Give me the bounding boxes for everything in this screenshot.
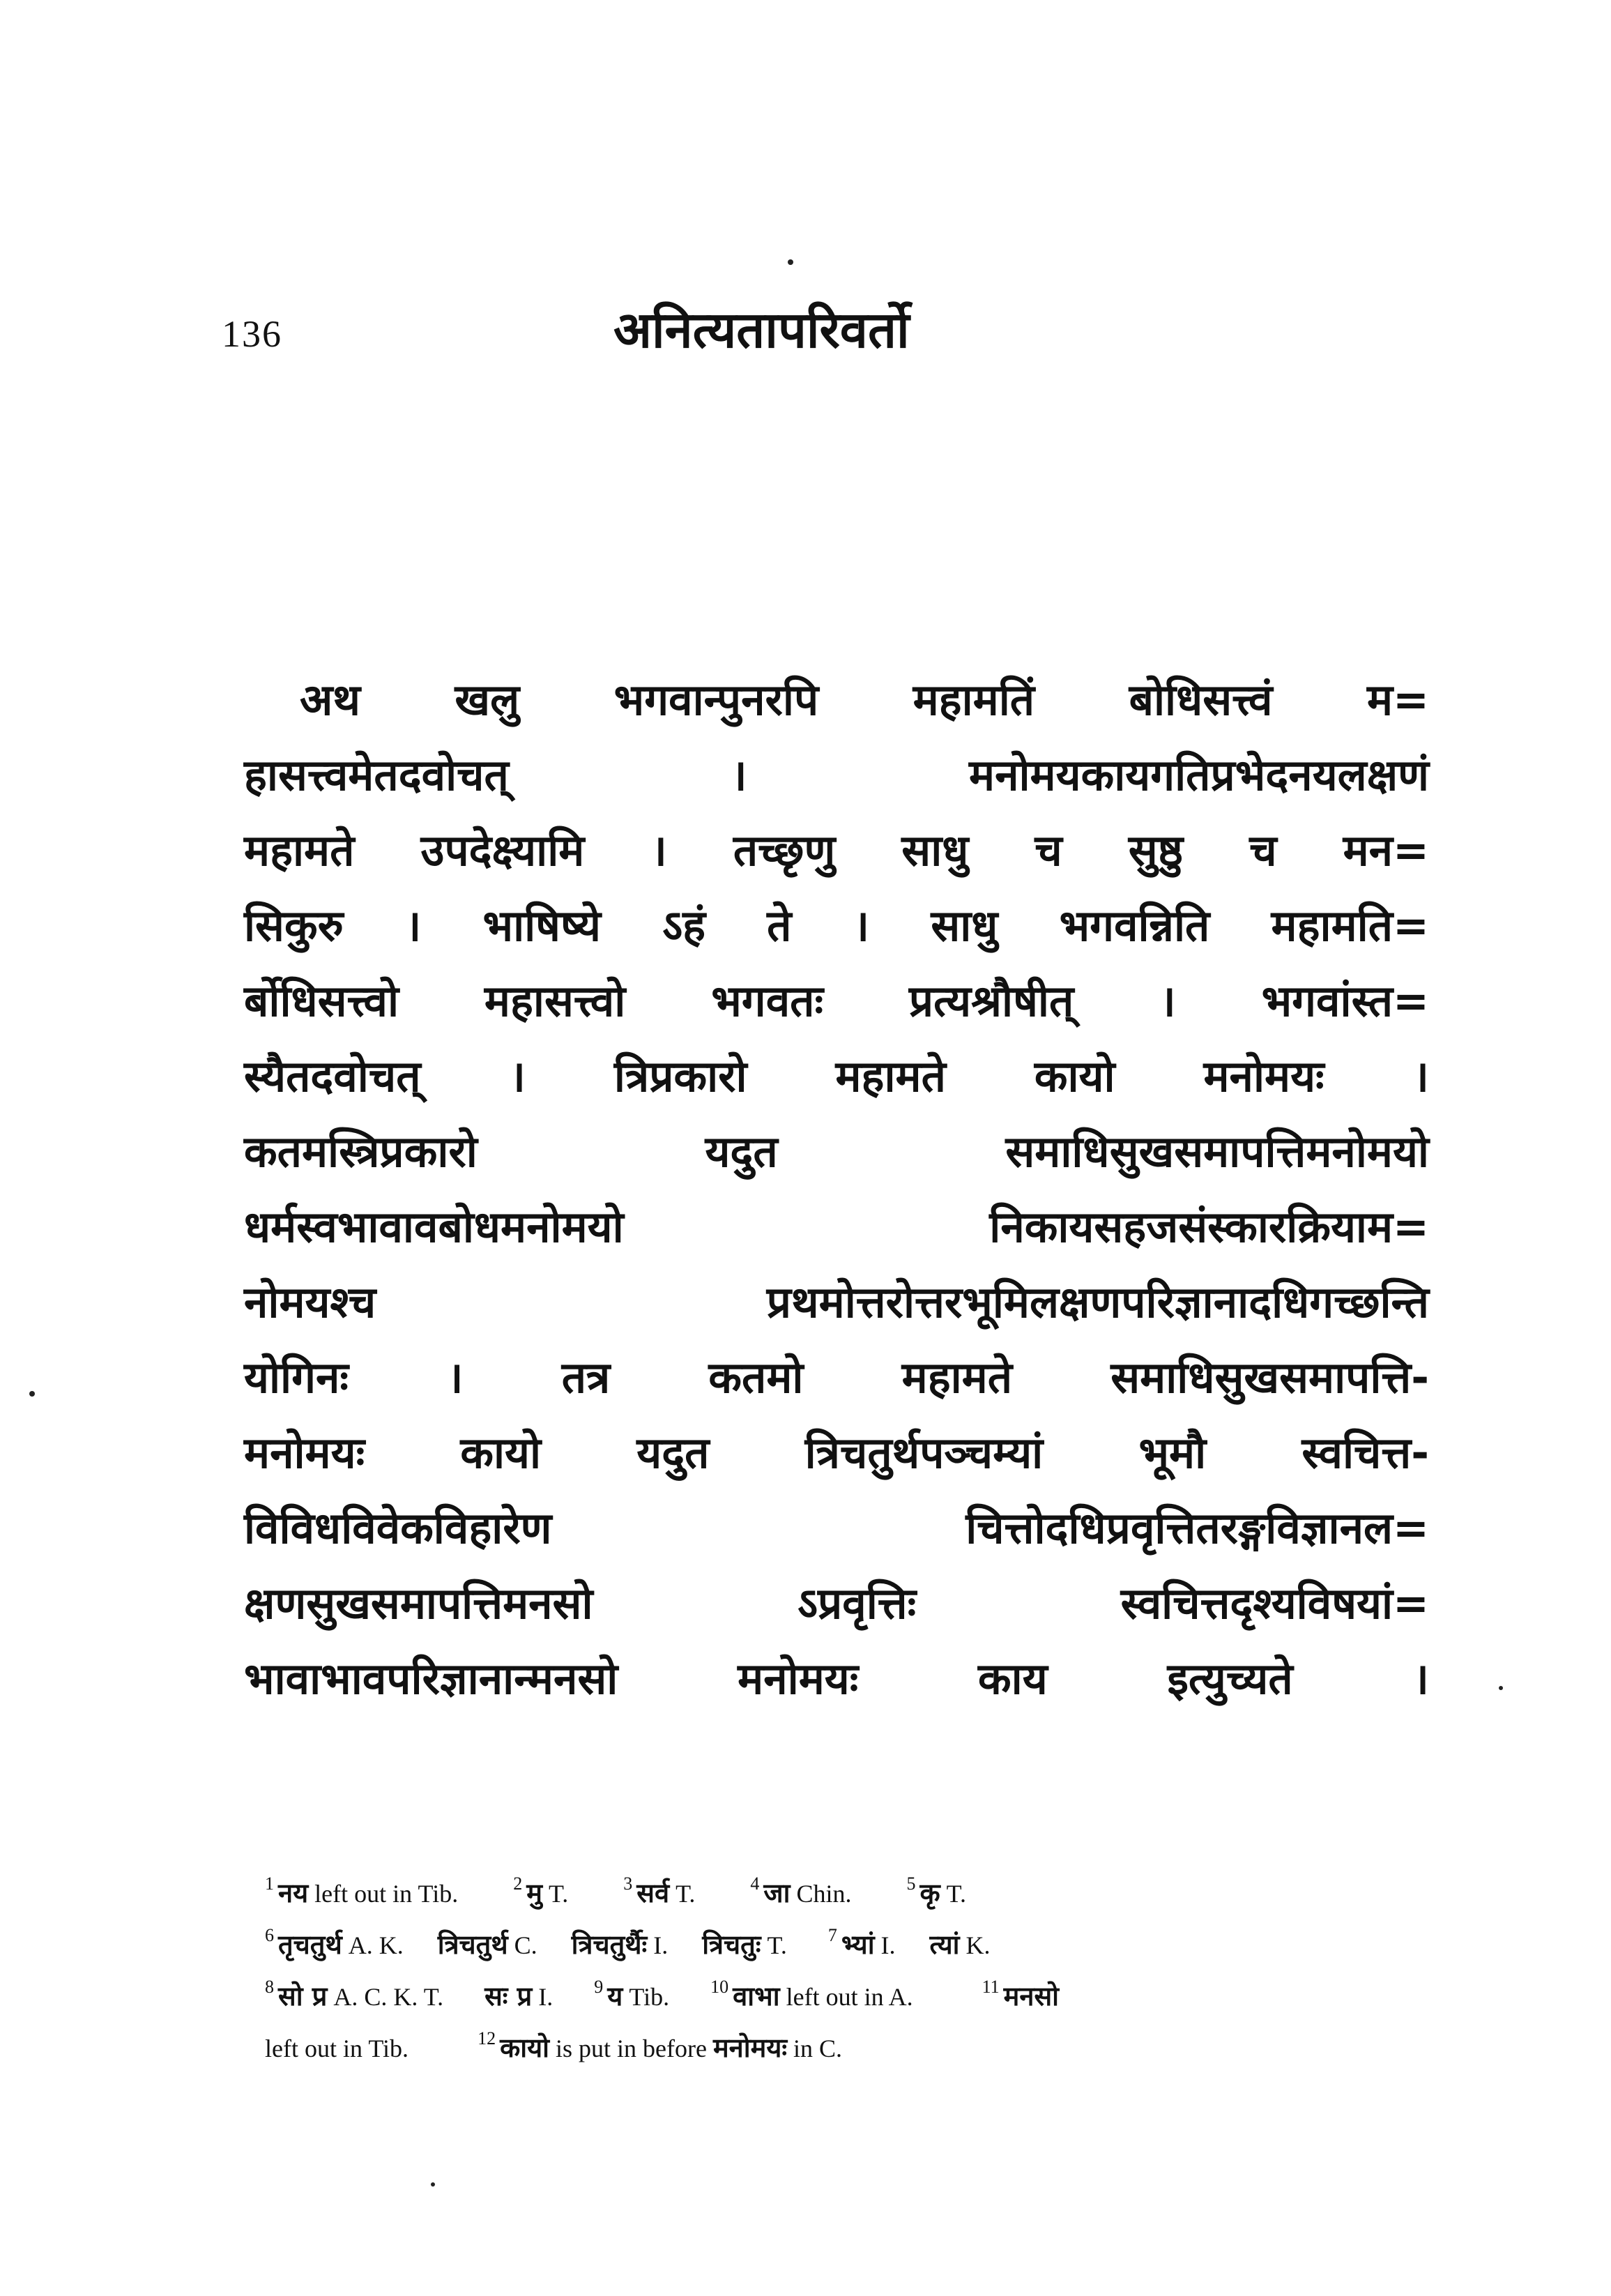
body-line: क्षणसुखसमापत्तिमनसो ऽप्रवृत्तिः स्वचित्तदृश्यविषयां= [244, 1578, 1429, 1629]
footnote: $^7$ भ्यां I. [827, 1925, 896, 1960]
footnote: $^2$ मु T. [513, 1873, 569, 1908]
footnote: $^6$ तृचतुर्थ A. K. [265, 1925, 404, 1960]
body-line: सिकुरु । भाषिष्ये ऽहं ते । साधु भगवन्निति महामति= [244, 900, 1429, 951]
footnote: त्रिचतुर्थ C. [437, 1929, 537, 1960]
footnote: $^5$ कृ T. [906, 1873, 966, 1908]
footnote: left out in Tib. [265, 2035, 409, 2062]
footnote: $^4$ जा Chin. [750, 1873, 852, 1908]
footnote: $^9$ य Tib. [594, 1977, 670, 2012]
body-line: अथ खलु भगवान्पुनरपि महामतिं बोधिसत्त्वं म= [300, 674, 1429, 725]
print-speck [29, 1391, 35, 1397]
page-number: 136 [222, 313, 282, 355]
body-line: महामते उपदेक्ष्यामि । तच्छृणु साधु च सुष्ठु च मन= [244, 825, 1429, 876]
footnote: सः प्र I. [484, 1981, 553, 2012]
body-line: विविधविवेकविहारेण चित्तोदधिप्रवृत्तितरङ्गविज्ञानल= [244, 1503, 1429, 1553]
footnote: त्रिचतुर्थैः I. [571, 1929, 669, 1960]
body-line: हासत्त्वमेतदवोचत् । मनोमयकायगतिप्रभेदनयलक्षणं [244, 750, 1429, 800]
body-line: मनोमयः कायो यदुत त्रिचतुर्थपञ्चम्यां भूमौ स्वचित्त- [244, 1427, 1429, 1478]
footnote: त्यां K. [929, 1929, 991, 1960]
running-title: अनित्यतापरिवर्तो [613, 301, 910, 359]
body-line: कतमस्त्रिप्रकारो यदुत समाधिसुखसमापत्तिमनोमयो [244, 1126, 1429, 1177]
body-line: नोमयश्च प्रथमोत्तरोत्तरभूमिलक्षणपरिज्ञानादधिगच्छन्ति [244, 1277, 1429, 1328]
footnote: $^8$ सो प्र A. C. K. T. [265, 1977, 444, 2012]
footnote-line [265, 1910, 1422, 1961]
footnote: $^{12}$ कायो is put in before मनोमयः in C. [478, 2028, 843, 2063]
body-line: योगिनः । तत्र कतमो महामते समाधिसुखसमापत्ति- [244, 1352, 1429, 1403]
body-line: र्बोधिसत्त्वो महासत्त्वो भगवतः प्रत्यश्रौषीत् । भगवांस्त= [244, 975, 1429, 1026]
body-text [244, 662, 1429, 1717]
footnote-line [265, 1961, 1422, 2013]
print-speck [431, 2182, 435, 2187]
footnote: $^3$ सर्व T. [623, 1873, 696, 1908]
footnotes [265, 1858, 1422, 2065]
print-speck [788, 259, 793, 265]
body-line: भावाभावपरिज्ञानान्मनसो मनोमयः काय इत्युच्यते । [244, 1653, 1429, 1704]
body-line: स्यैतदवोचत् । त्रिप्रकारो महामते कायो मनोमयः । [244, 1051, 1429, 1102]
print-speck [1499, 1686, 1503, 1690]
footnote: $^1$ नय left out in Tib. [265, 1873, 459, 1908]
footnote-line [265, 1858, 1422, 1910]
footnote: $^{11}$ मनसो [982, 1977, 1060, 2012]
footnote: त्रिचतुः T. [702, 1929, 787, 1960]
footnote: $^{10}$ वाभा left out in A. [710, 1977, 913, 2012]
body-line: धर्मस्वभावावबोधमनोमयो निकायसहजसंस्कारक्रियाम= [244, 1201, 1429, 1252]
